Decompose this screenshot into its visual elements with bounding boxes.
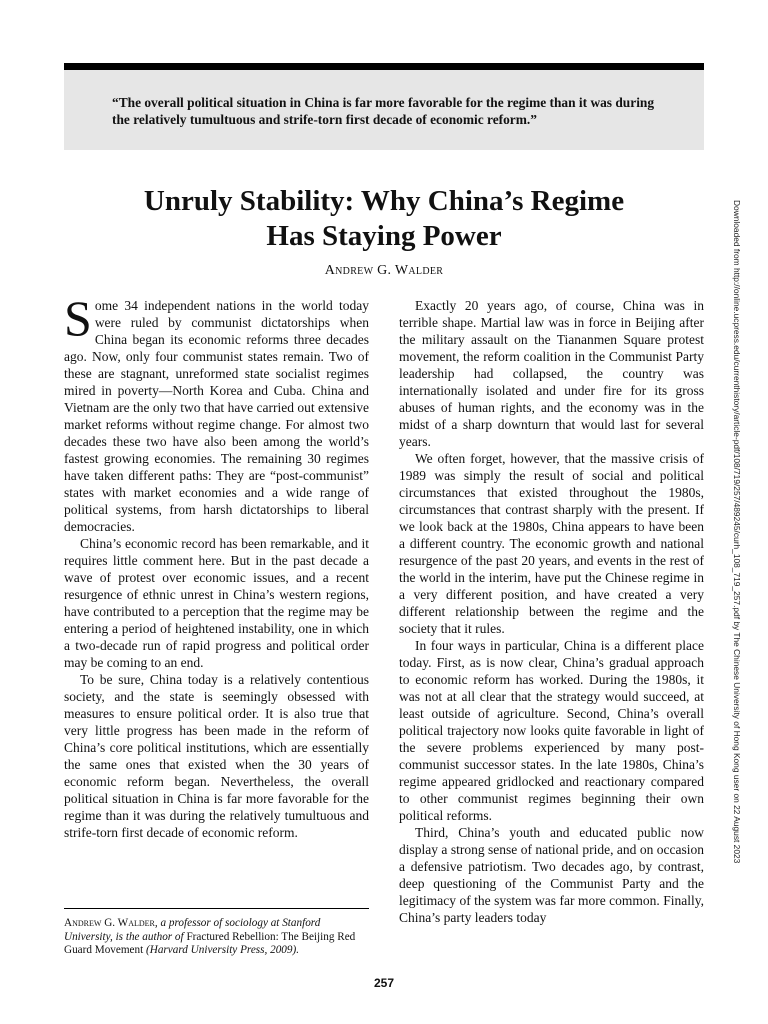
paragraph-text: ome 34 independent nations in the world today were ruled by communist dictatorships when China began its economic reforms three decades ago. Now, only four communist states remain. Two of these are stagnant, unreformed state socialist regimes mired in poverty—North Korea and Cuba. China and Vietnam are the only two that have carried out extensive market reforms without regime change. For almost two decades these two have also been among the world’s fastest growing economies. The remaining 30 regimes have taken different paths: They are “post-communist” states with market economies and a wide range of political systems, from harsh dictatorships to liberal democracies. xyxy=(64,298,369,534)
footnote-publisher: (Harvard University Press, 2009). xyxy=(143,944,300,956)
title-line-2: Has Staying Power xyxy=(266,220,502,252)
footnote-description: , a professor of sociology at Stanford University, is the author of xyxy=(64,917,321,943)
paragraph: Exactly 20 years ago, of course, China was in terrible shape. Martial law was in force in Beijing after the military assault on the Tiananmen Square protest movement, the reform coalition in the Communist Party leadership had collapsed, the country was internationally isolated and under fire for its gross abuses of human rights, and the economy was in the midst of a sharp downturn that would last for several years. xyxy=(399,298,704,449)
author-footnote xyxy=(64,917,369,958)
pull-quote: “The overall political situation in China is far more favorable for the regime than it was during the relatively tumultuous and strife-torn first decade of economic reform.” xyxy=(112,95,655,127)
article-title xyxy=(64,184,704,254)
footnote-author-name: Andrew G. Walder xyxy=(64,917,155,929)
paragraph: China’s economic record has been remarkable, and it requires little comment here. But in the past decade a wave of protest over economic issues, and a recent resurgence of ethnic unrest in China’s western regions, have contributed to a perception that the regime may be entering a period of heightened instability, one in which a two-decade run of rapid progress and political order may be coming to an end. xyxy=(64,536,369,670)
title-line-1: Unruly Stability: Why China’s Regime xyxy=(143,185,625,217)
pull-quote-box xyxy=(64,70,704,150)
footnote-book-title: Fractured Rebellion: The Beijing Red Guard Movement xyxy=(64,930,356,956)
paragraph: We often forget, however, that the massive crisis of 1989 was simply the result of social and political circumstances that existed throughout the 1980s, circumstances that contrast sharply with the present. If we look back at the 1980s, China appears to have been a different country. The economic growth and national resurgence of the past 20 years, and events in the rest of the world in the interim, have put the Chinese regime in a very different position, and have created a very different relationship between the regime and the society that it rules. xyxy=(399,451,704,636)
page-number: 257 xyxy=(373,976,395,990)
download-note: Downloaded from http://online.ucpress.edu/currenthistory/article-pdf/108/719/257/489245/curh_108_719_257.pdf by The Chinese University of Hong Kong user on 22 August 2023 xyxy=(732,200,742,864)
paragraph: In four ways in particular, China is a different place today. First, as is now clear, China’s gradual approach to economic reform has worked. During the 1980s, it was not at all clear that the strategy would succeed, at least outside of agriculture. Second, China’s overall political trajectory now looks quite favorable in light of the severe problems experienced by many post-communist successor states. In the late 1980s, China’s regime appeared gridlocked and reactionary compared to other communist regimes beginning their own political reforms. xyxy=(399,638,704,823)
paragraph: To be sure, China today is a relatively contentious society, and the state is seemingly obsessed with measures to ensure political order. It is also true that very little progress has been made in the reform of China’s core political institutions, which are essentially the same ones that existed when the 30 years of economic reform began. Nevertheless, the overall political situation in China is far more favorable for the regime than it was during the relatively tumultuous and strife-torn first decade of economic reform. xyxy=(64,672,369,840)
author-byline: Andrew G. Walder xyxy=(324,263,444,278)
body-column-right xyxy=(399,297,704,926)
paragraph xyxy=(64,290,369,535)
drop-cap: S xyxy=(64,290,92,346)
footnote-divider xyxy=(64,908,369,909)
paragraph: Third, China’s youth and educated public now display a strong sense of national pride, and on occasion a defensive patriotism. Two decades ago, by contrast, deep questioning of the Communist Party and the legitimacy of the system was far more common. Finally, China’s party leaders today xyxy=(399,825,704,925)
top-rule xyxy=(64,63,704,70)
body-column-left xyxy=(64,290,369,841)
